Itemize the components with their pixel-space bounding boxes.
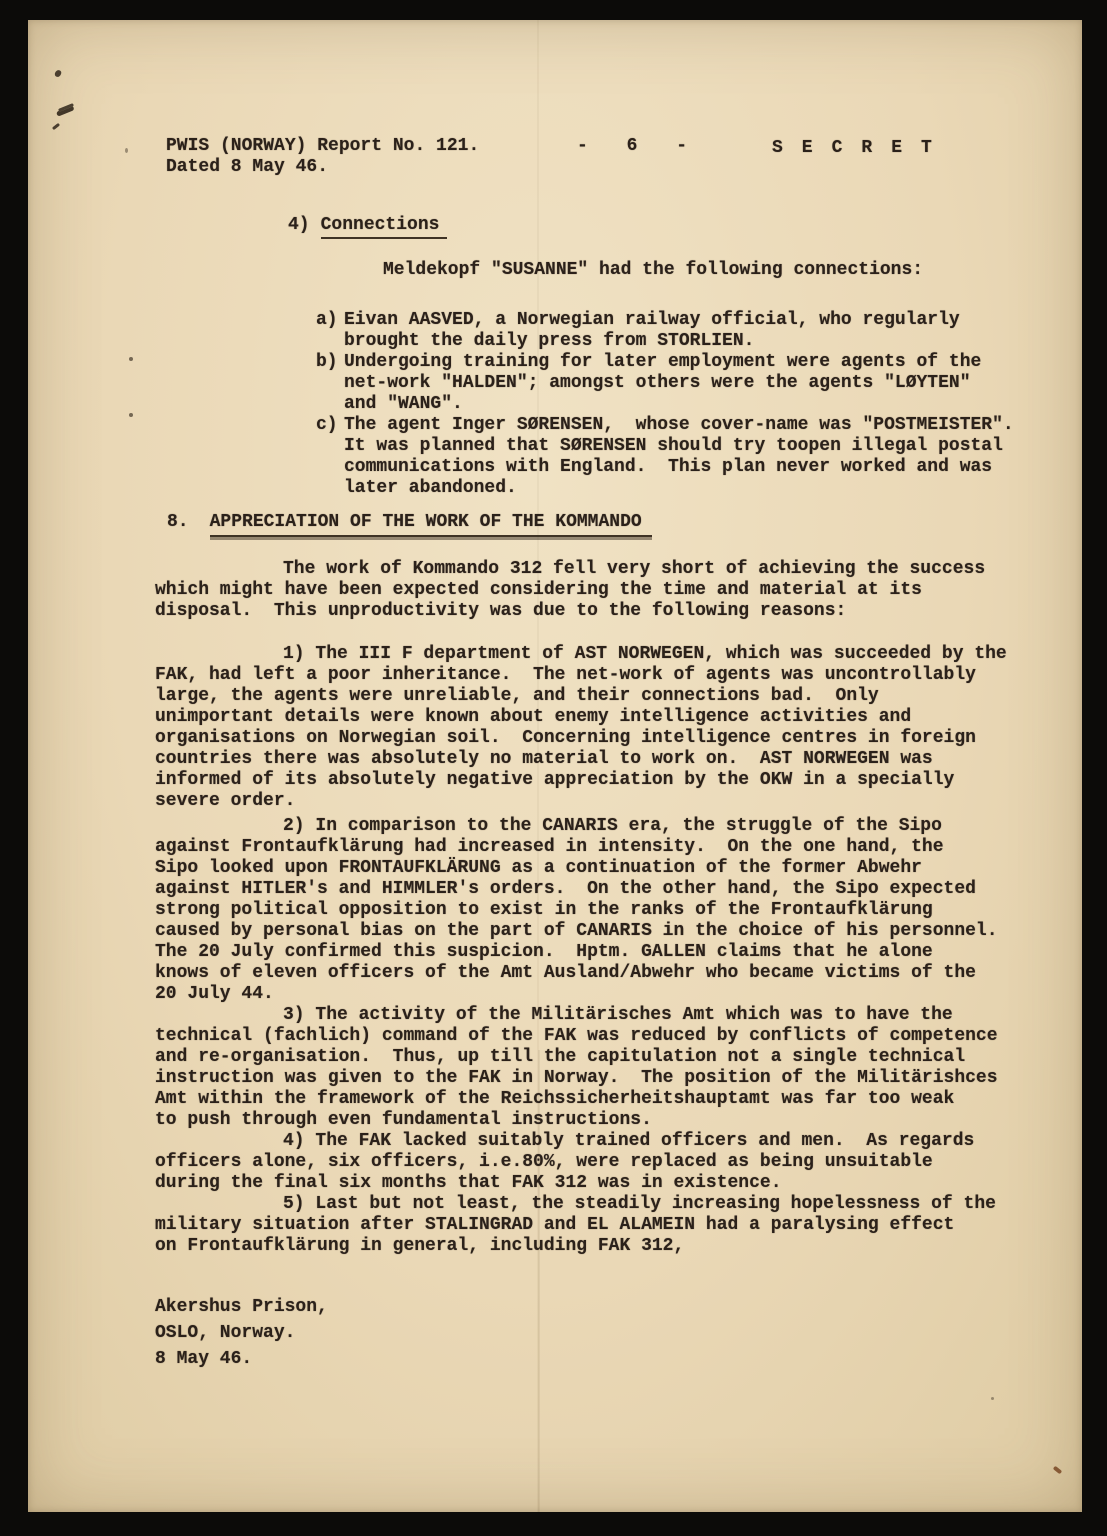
section-number: 4) [288, 215, 310, 235]
page-content [28, 20, 1082, 1512]
list-marker: c) [316, 415, 338, 435]
text-line: countries there was absolutely no material to work on. AST NORWEGEN was [155, 749, 933, 769]
text-line: It was planned that SØRENSEN should try toopen illegal postal [344, 436, 1003, 456]
text-line: informed of its absolutely negative appreciation by the OKW in a specially [155, 770, 955, 790]
margin-dot [129, 357, 133, 361]
text-line: severe order. [155, 791, 296, 811]
appreciation-point-5 [155, 1194, 1052, 1257]
text-line: knows of eleven officers of the Amt Ausland/Abwehr who became victims of the [155, 963, 976, 983]
text-line: 2) In comparison to the CANARIS era, the struggle of the Sipo [283, 816, 942, 836]
list-item-c [155, 415, 1052, 499]
report-date: Dated 8 May 46. [166, 157, 329, 177]
paper-fleck [991, 1397, 994, 1400]
text-line: instruction was given to the FAK in Norway. The position of the Militärishces [155, 1068, 998, 1088]
appreciation-point-1 [155, 644, 1052, 812]
appreciation-intro-paragraph [155, 559, 1052, 622]
text-line: communications with England. This plan never worked and was [344, 457, 993, 477]
text-line: Akershus Prison, [155, 1297, 328, 1317]
text-line: during the final six months that FAK 312 was in existence. [155, 1173, 782, 1193]
text-line: on Frontaufklärung in general, including FAK 312, [155, 1236, 685, 1256]
text-line: 1) The III F department of AST NORWEGEN, which was succeeded by the [283, 644, 1007, 664]
text-line: large, the agents were unreliable, and their connections bad. Only [155, 686, 879, 706]
connections-intro: Meldekopf "SUSANNE" had the following connections: [383, 260, 924, 280]
text-line: organisations on Norwegian soil. Concerning intelligence centres in foreign [155, 728, 976, 748]
report-identification [166, 136, 479, 178]
text-line: to push through even fundamental instructions. [155, 1110, 652, 1130]
text-line: and re-organisation. Thus, up till the capitulation not a single technical [155, 1047, 966, 1067]
appreciation-point-4 [155, 1131, 1052, 1194]
connections-section-heading [155, 215, 1052, 236]
report-title: PWIS (NORWAY) Report No. 121. [166, 136, 480, 156]
text-line: unimportant details were known about enemy intelligence activities and [155, 707, 912, 727]
section-title: Connections [321, 215, 448, 239]
section-number: 8. [167, 512, 189, 532]
appreciation-section-heading [155, 512, 1052, 537]
text-line: Eivan AASVED, a Norwegian railway official, who regularly [344, 310, 960, 330]
text-line: officers alone, six officers, i.e.80%, were replaced as being unsuitable [155, 1152, 933, 1172]
text-line: OSLO, Norway. [155, 1323, 296, 1343]
list-marker: b) [316, 352, 338, 372]
text-line: later abandoned. [344, 478, 517, 498]
classification-stamp: SECRET [772, 138, 951, 158]
list-marker: a) [316, 310, 338, 330]
text-line: 5) Last but not least, the steadily increasing hopelessness of the [283, 1194, 996, 1214]
text-line: 20 July 44. [155, 984, 274, 1004]
text-line: and "WANG". [344, 394, 463, 414]
text-line: The 20 July confirmed this suspicion. Hptm. GALLEN claims that he alone [155, 942, 933, 962]
text-line: net-work "HALDEN"; amongst others were the agents "LØYTEN" [344, 373, 971, 393]
appreciation-point-3 [155, 1005, 1052, 1131]
list-item-text [344, 415, 1052, 499]
list-item-a [155, 310, 1052, 352]
text-line: against Frontaufklärung had increased in intensity. On the one hand, the [155, 837, 944, 857]
text-line: strong political opposition to exist in the ranks of the Frontaufklärung [155, 900, 933, 920]
text-line: technical (fachlich) command of the FAK was reduced by conflicts of competence [155, 1026, 998, 1046]
page-number: - 6 - [577, 136, 702, 156]
text-line: against HITLER's and HIMMLER's orders. On the other hand, the Sipo expected [155, 879, 976, 899]
text-line: Sipo looked upon FRONTAUFKLÄRUNG as a continuation of the former Abwehr [155, 858, 922, 878]
text-line: military situation after STALINGRAD and EL ALAMEIN had a paralysing effect [155, 1215, 955, 1235]
connections-list [155, 310, 1052, 499]
appreciation-point-2 [155, 816, 1052, 1005]
page-header [155, 136, 1052, 178]
list-item-b [155, 352, 1052, 415]
text-line: 8 May 46. [155, 1349, 253, 1369]
text-line: The agent Inger SØRENSEN, whose cover-name was "POSTMEISTER". [344, 415, 1014, 435]
text-line: caused by personal bias on the part of CANARIS in the choice of his personnel. [155, 921, 998, 941]
text-line: The work of Kommando 312 fell very short of achieving the success [283, 559, 986, 579]
signoff-block [155, 1294, 1052, 1372]
margin-dot [129, 413, 133, 417]
paper-fleck [125, 148, 128, 153]
text-line: 4) The FAK lacked suitably trained officers and men. As regards [283, 1131, 975, 1151]
text-line: 3) The activity of the Militärisches Amt which was to have the [283, 1005, 953, 1025]
text-line: brought the daily press from STORLIEN. [344, 331, 755, 351]
text-line: Amt within the framework of the Reichssicherheitshauptamt was far too weak [155, 1089, 955, 1109]
text-line: which might have been expected considering the time and material at its [155, 580, 922, 600]
text-line: FAK, had left a poor inheritance. The net-work of agents was uncontrollably [155, 665, 976, 685]
text-line: Undergoing training for later employment were agents of the [344, 352, 982, 372]
text-line: disposal. This unproductivity was due to the following reasons: [155, 601, 847, 621]
list-item-text [344, 352, 1052, 415]
document-page [28, 20, 1082, 1512]
list-item-text [344, 310, 1052, 352]
section-title: APPRECIATION OF THE WORK OF THE KOMMANDO [210, 512, 652, 537]
